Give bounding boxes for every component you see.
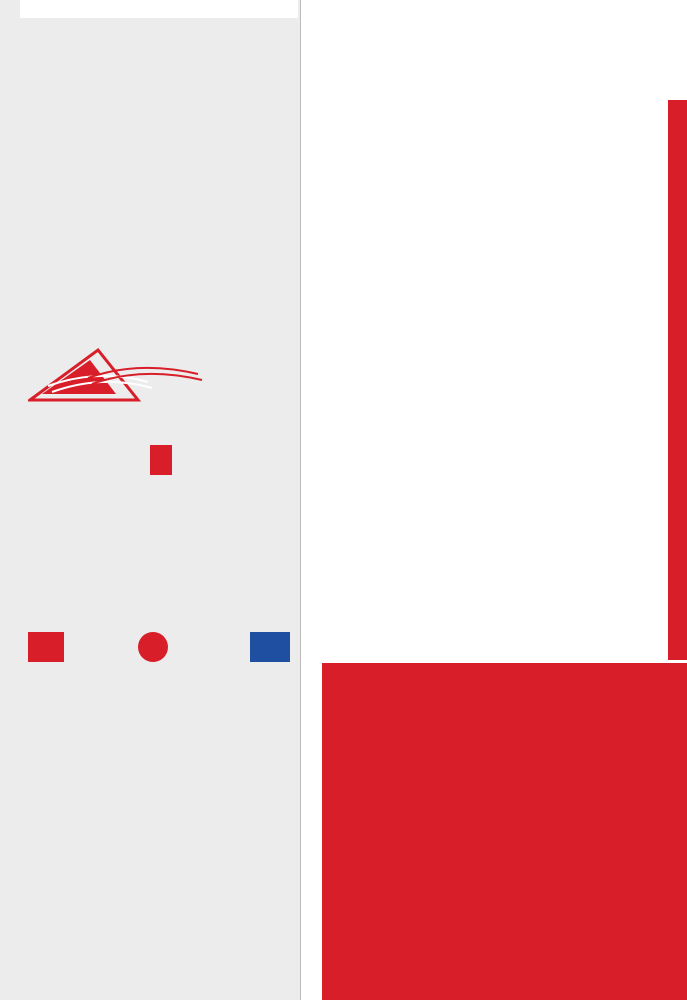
top-band [20, 0, 298, 18]
red-stripe [668, 100, 687, 660]
polskie-radio-logo [188, 632, 232, 662]
organizer-logo [150, 445, 198, 477]
tvp3-logo [250, 632, 290, 662]
logo-graphic-icon [28, 338, 238, 404]
left-panel [0, 0, 300, 1000]
program-panel [322, 0, 687, 1000]
fide-et-amore-logo [28, 338, 238, 404]
slask-logo [78, 632, 124, 662]
partner-logos [28, 800, 318, 990]
organizer-logo-mark-icon [150, 445, 172, 475]
media-logos [28, 632, 296, 664]
gosc-logo [28, 632, 64, 662]
radio-em-logo [138, 632, 168, 662]
piano-keys-strip [300, 0, 322, 1000]
additional-events-panel [322, 663, 687, 1000]
